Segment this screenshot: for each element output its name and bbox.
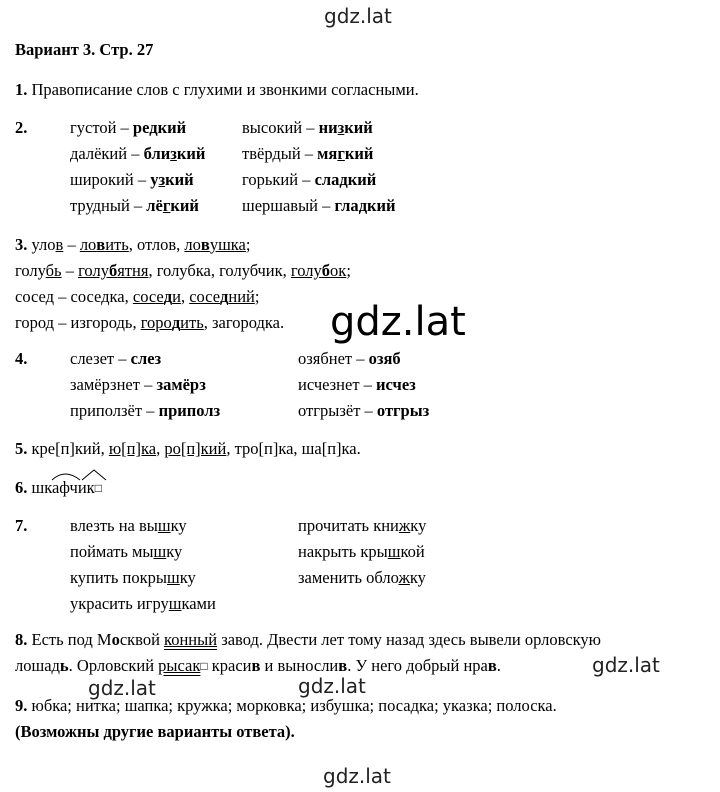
task-6: 6. шкафчик□ — [15, 478, 102, 497]
task-8-line-2: лошадь. Орловский рысак□ красив и вынослив. У него добрый нрав. — [15, 656, 501, 675]
task-4-pair: слезет – слез — [70, 349, 162, 368]
task-4-left-column — [70, 346, 220, 424]
task-2-pair: трудный – лёгкий — [70, 196, 199, 215]
task-7-number: 7. — [15, 516, 28, 535]
task-3 — [15, 232, 351, 336]
watermark-middle: gdz.lat — [298, 674, 366, 698]
watermark-bottom: gdz.lat — [323, 764, 391, 788]
task-4-pair: приползёт – приполз — [70, 401, 221, 420]
task-7-phrase: заменить обложку — [298, 568, 426, 587]
task-8-line-1: 8. Есть под Москвой конный завод. Двести лет тому назад здесь вывели орловскую — [15, 630, 602, 649]
task-9 — [15, 693, 557, 745]
task-4-pair: озябнет – озяб — [298, 349, 401, 368]
page-title: Вариант 3. Стр. 27 — [15, 40, 154, 59]
task-2-right-column — [242, 115, 396, 219]
task-7-phrase: накрыть крышкой — [298, 542, 425, 561]
task-2-pair: твёрдый – мягкий — [242, 144, 374, 163]
task-2-left-column — [70, 115, 205, 219]
task-4-number: 4. — [15, 349, 28, 368]
task-7-phrase: купить покрышку — [70, 568, 196, 587]
task-2-pair: горький – сладкий — [242, 170, 377, 189]
task-3-line-4: город – изгородь, городить, загородка. — [15, 313, 285, 332]
task-7-phrase: поймать мышку — [70, 542, 183, 561]
task-7-right-column — [298, 513, 426, 591]
task-8 — [15, 627, 601, 679]
task-3-line-3: сосед – соседка, соседи, соседний; — [15, 287, 260, 306]
task-2-pair: широкий – узкий — [70, 170, 194, 189]
watermark-top: gdz.lat — [324, 4, 392, 28]
task-5: 5. кре[п]кий, ю[п]ка, ро[п]кий, тро[п]ка, ша[п]ка. — [15, 439, 361, 458]
task-4-right-column — [298, 346, 429, 424]
task-7-phrase: прочитать книжку — [298, 516, 427, 535]
task-4-pair: исчезнет – исчез — [298, 375, 416, 394]
task-4-pair: отгрызёт – отгрыз — [298, 401, 430, 420]
watermark-right: gdz.lat — [592, 653, 660, 677]
watermark-center: gdz.lat — [330, 299, 466, 345]
task-9-answer: 9. юбка; нитка; шапка; кружка; морковка; избушка; посадка; указка; полоска. — [15, 696, 557, 715]
task-9-note: (Возможны другие варианты ответа). — [15, 722, 295, 741]
task-3-line-1: 3. улов – ловить, отлов, ловушка; — [15, 235, 251, 254]
task-2-pair: густой – редкий — [70, 118, 187, 137]
task-7-left-column — [70, 513, 216, 617]
morpheme-root-arc — [50, 466, 110, 482]
morpheme-word: шкафчик — [31, 478, 95, 497]
task-3-line-2: голубь – голубятня, голубка, голубчик, голубок; — [15, 261, 351, 280]
task-1: 1. Правописание слов с глухими и звонкими согласными. — [15, 80, 419, 99]
watermark-left: gdz.lat — [88, 676, 156, 700]
task-2-pair: далёкий – близкий — [70, 144, 206, 163]
task-7-phrase: влезть на вышку — [70, 516, 187, 535]
task-2-number: 2. — [15, 118, 28, 137]
task-7-phrase: украсить игрушками — [70, 594, 216, 613]
task-2-pair: шершавый – гладкий — [242, 196, 396, 215]
task-2-pair: высокий – низкий — [242, 118, 373, 137]
task-4-pair: замёрзнет – замёрз — [70, 375, 206, 394]
